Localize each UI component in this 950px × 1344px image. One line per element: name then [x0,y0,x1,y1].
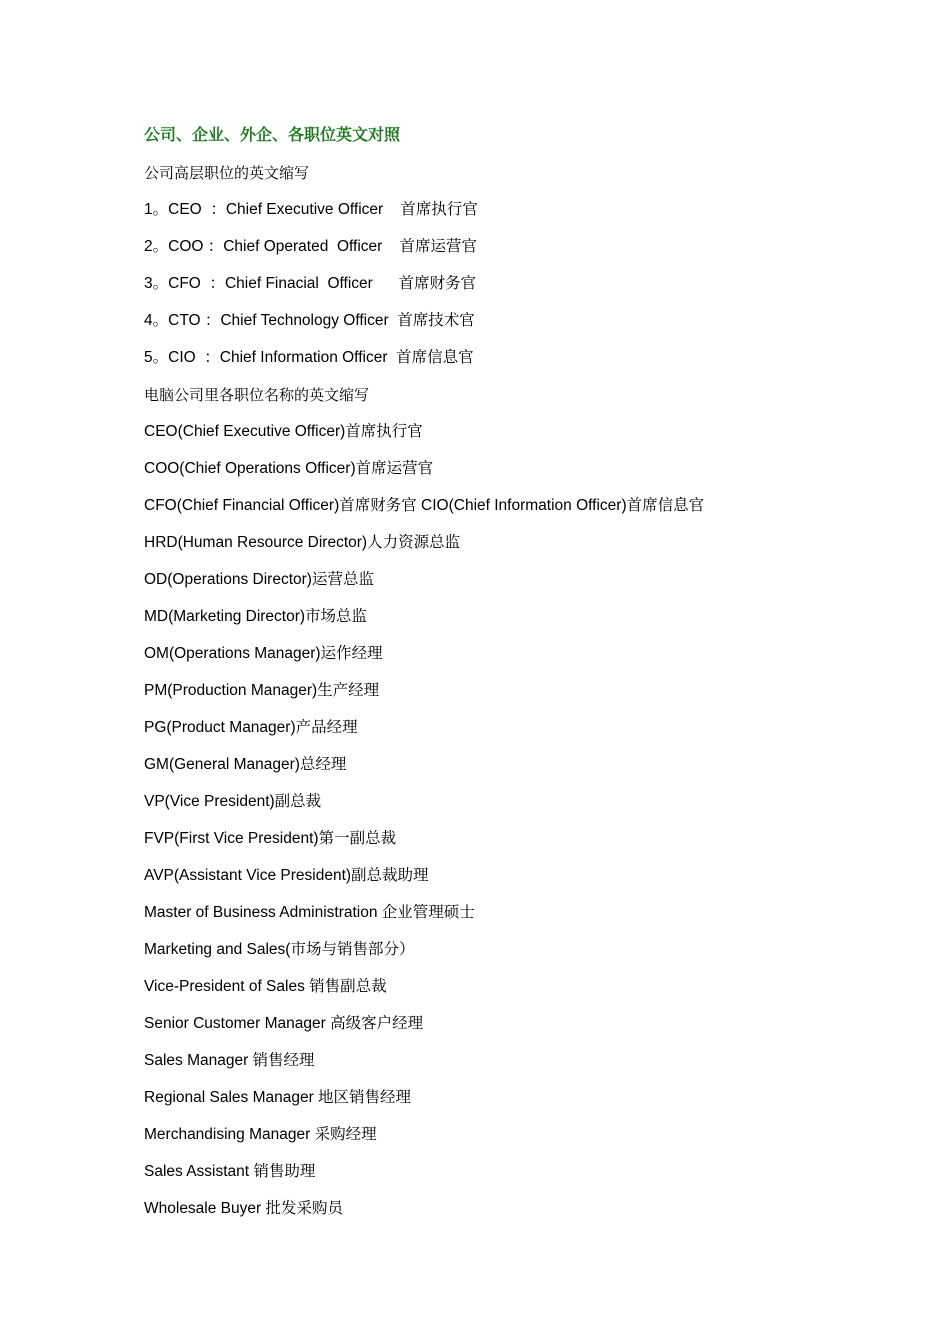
position-line: Sales Assistant 销售助理 [144,1163,316,1180]
executive-line: 3。CFO ：Chief Finacial Officer 首席财务官 [144,275,477,292]
position-line: COO(Chief Operations Officer)首席运营官 [144,460,434,477]
position-line: GM(General Manager)总经理 [144,756,347,773]
document-title: 公司、企业、外企、各职位英文对照 [144,127,401,144]
position-line: Master of Business Administration 企业管理硕士 [144,904,475,921]
position-line: PG(Product Manager)产品经理 [144,719,358,736]
position-line: Sales Manager 销售经理 [144,1052,315,1069]
position-line: Vice-President of Sales 销售副总裁 [144,978,387,995]
executive-line: 4。CTO ：Chief Technology Officer 首席技术官 [144,312,475,329]
position-line: Wholesale Buyer 批发采购员 [144,1200,343,1217]
section-heading-executives: 公司高层职位的英文缩写 [144,164,310,182]
position-line: CFO(Chief Financial Officer)首席财务官 CIO(Chief Information Officer)首席信息官 [144,497,705,514]
position-line: Senior Customer Manager 高级客户经理 [144,1015,424,1032]
position-line: HRD(Human Resource Director)人力资源总监 [144,534,461,551]
position-line: Marketing and Sales(市场与销售部分） [144,941,415,958]
position-line: Merchandising Manager 采购经理 [144,1126,377,1143]
position-line: CEO(Chief Executive Officer)首席执行官 [144,423,423,440]
position-line: PM(Production Manager)生产经理 [144,682,380,699]
position-line: FVP(First Vice President)第一副总裁 [144,830,397,847]
executive-line: 1。CEO ：Chief Executive Officer 首席执行官 [144,201,478,218]
document-body [144,124,904,1234]
position-line: Regional Sales Manager 地区销售经理 [144,1089,412,1106]
executive-line: 2。COO ：Chief Operated Officer 首席运营官 [144,238,478,255]
position-line: AVP(Assistant Vice President)副总裁助理 [144,867,429,884]
executive-line: 5。CIO ：Chief Information Officer 首席信息官 [144,349,474,366]
section-heading-positions: 电脑公司里各职位名称的英文缩写 [144,386,370,404]
position-line: OM(Operations Manager)运作经理 [144,645,383,662]
position-line: OD(Operations Director)运营总监 [144,571,374,588]
position-line: MD(Marketing Director)市场总监 [144,608,368,625]
position-line: VP(Vice President)副总裁 [144,793,322,810]
